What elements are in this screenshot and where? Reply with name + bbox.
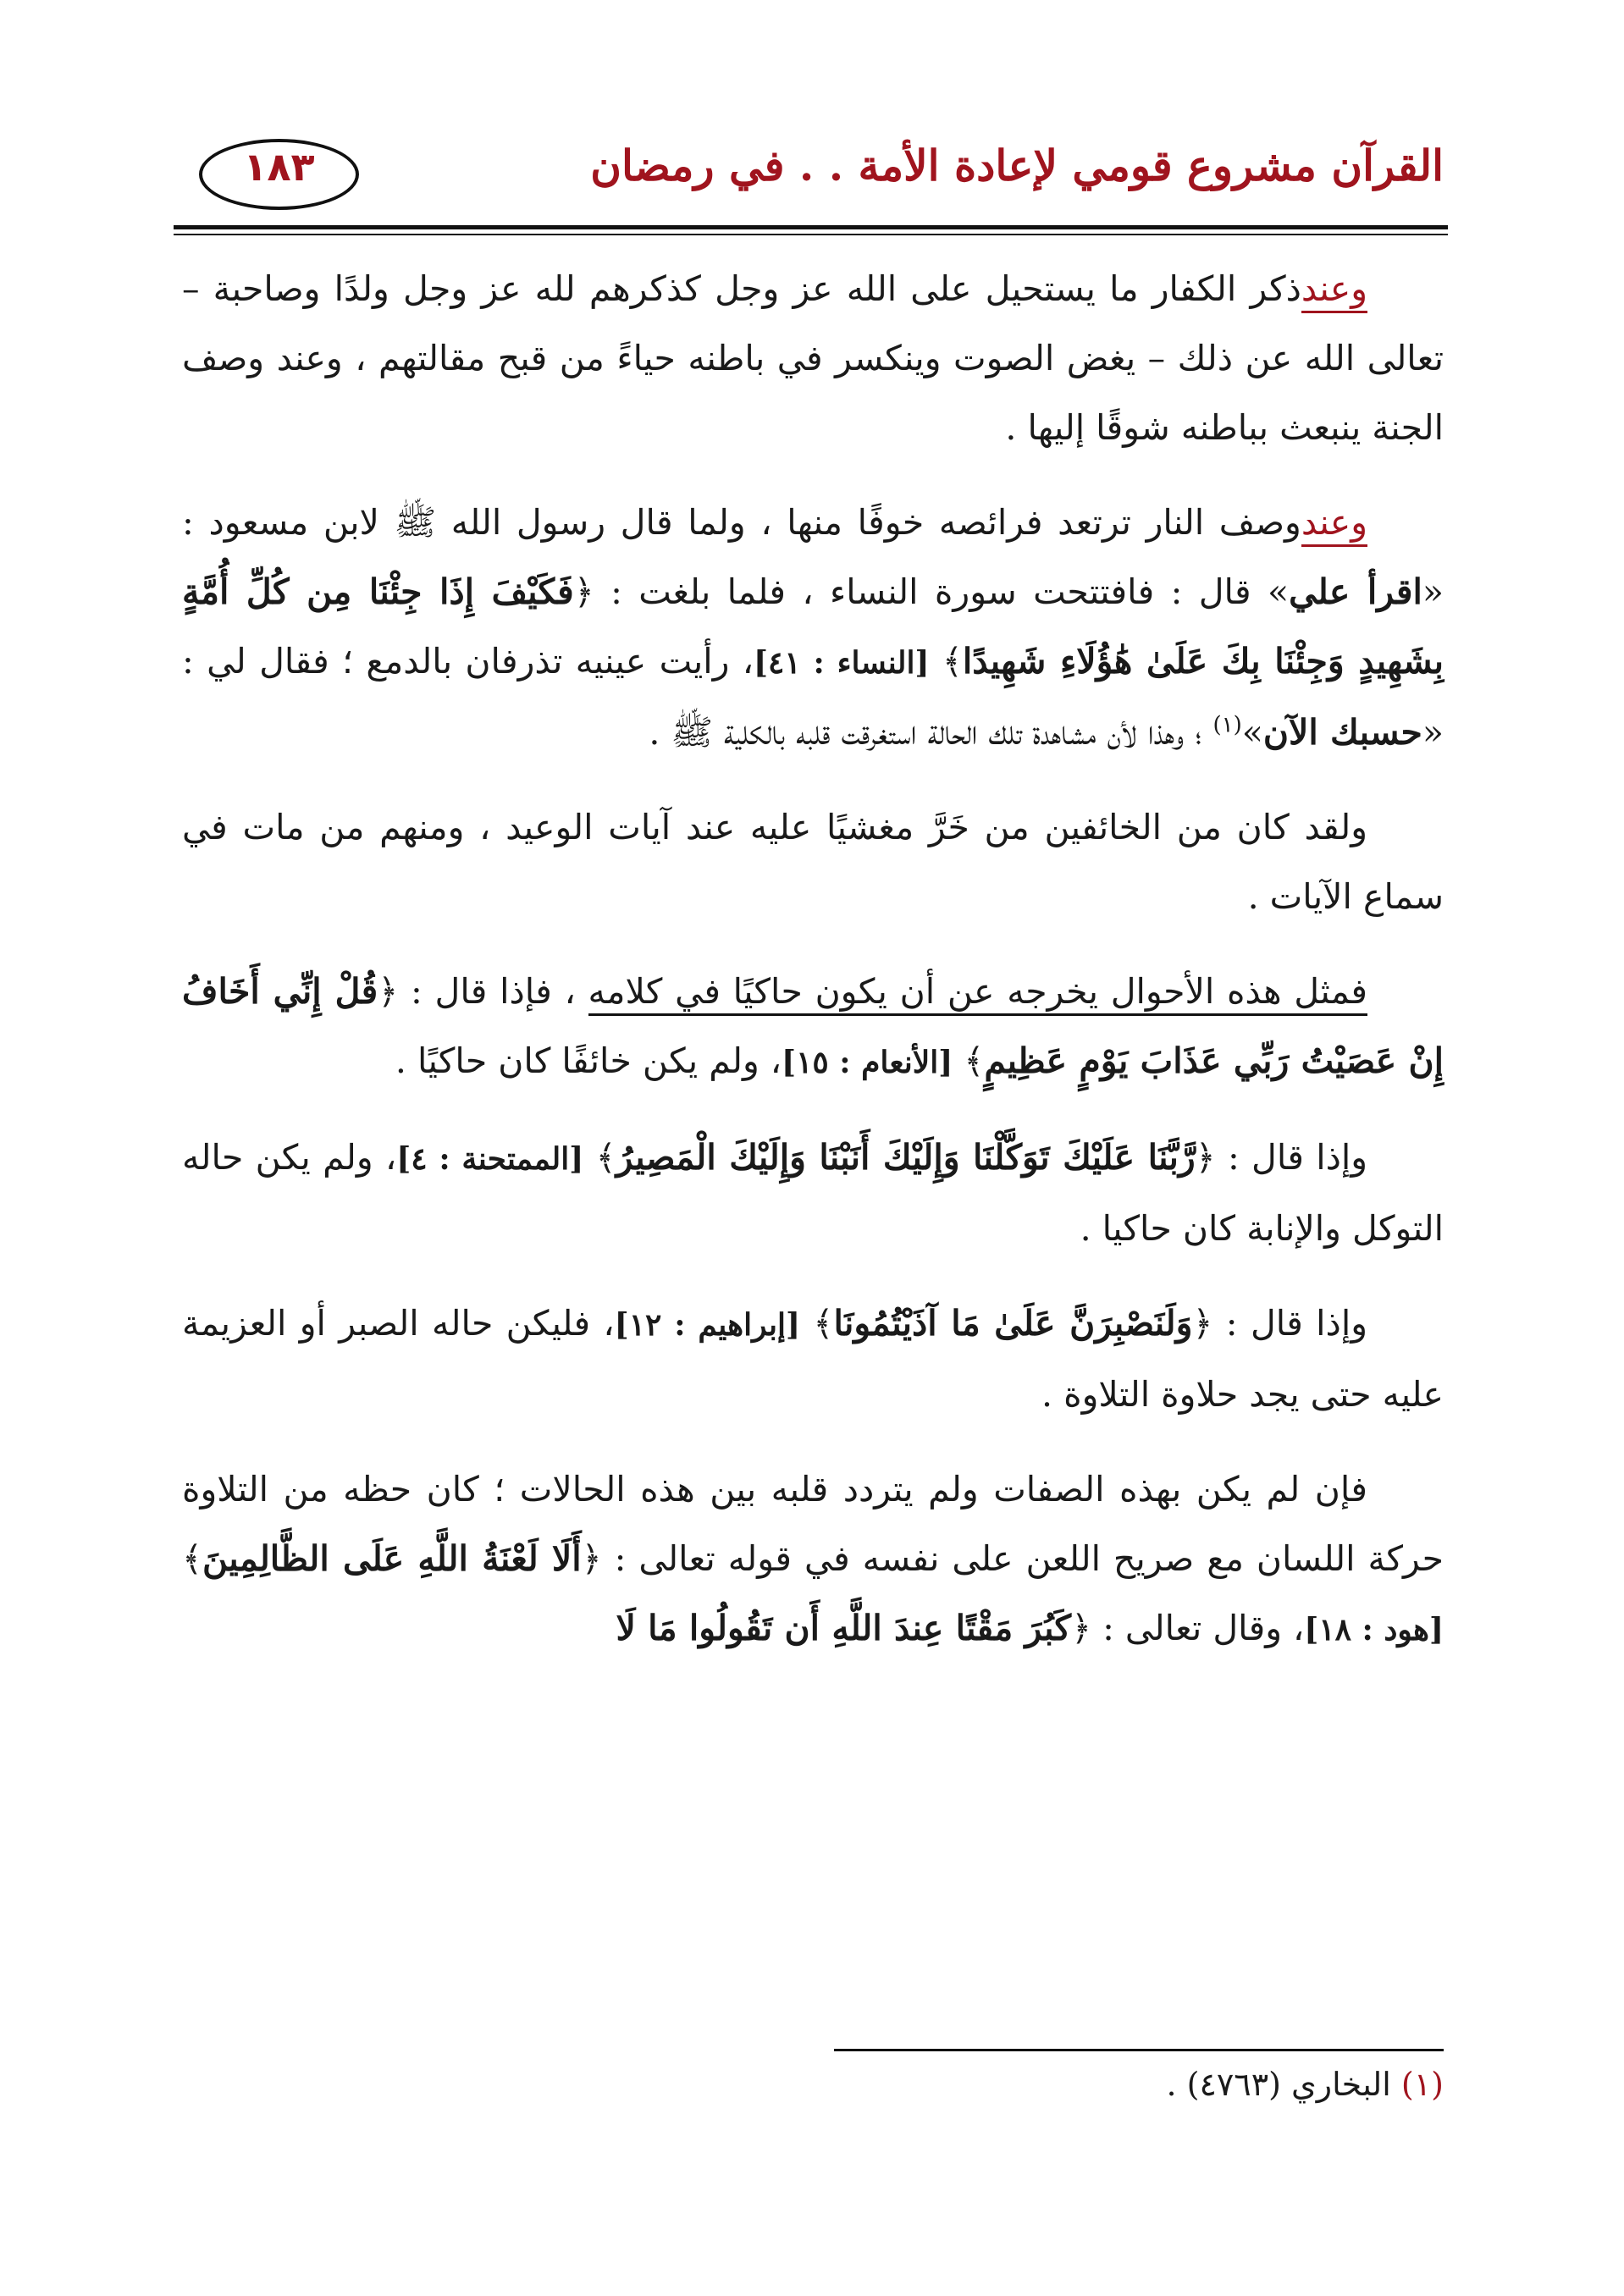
quran-verse: رَّبَّنَا عَلَيْكَ تَوَكَّلْنَا وَإِلَيْكَ أَنَبْنَا وَإِلَيْكَ الْمَصِيرُ [616, 1137, 1196, 1178]
paragraph-lead-word: وعند [1301, 268, 1367, 313]
running-title: القرآن مشروع قومي لإعادة الأمة . . في رمضان [590, 141, 1444, 190]
paragraph-lead-word: وعند [1301, 502, 1367, 547]
quran-verse: قُلْ إِنِّي أَخَافُ إِنْ عَصَيْتُ رَبِّي عَذَابَ يَوْمٍ عَظِيمٍ [182, 971, 1444, 1081]
footnote-text: البخاري (٤٧٦٣) . [1166, 2066, 1391, 2103]
quran-verse: كَبُرَ مَقْتًا عِندَ اللَّهِ أَن تَقُولُوا مَا لَا [616, 1608, 1072, 1648]
paragraph-text: ، فليكن حاله الصبر أو العزيمة عليه حتى يجد حلاوة التلاوة . [182, 1303, 1444, 1415]
paragraph-text: ؛ وهذا لأن مشاهدة تلك الحالة استغرقت قلبه بالكلية ﷺ . [649, 712, 1213, 753]
verse-reference: [هود : ١٨] [1304, 1612, 1444, 1647]
paragraph-6 [182, 1289, 1444, 1429]
footnote-number: (١) [1400, 2066, 1444, 2103]
hadith-quote: حسبك الآن [1262, 712, 1422, 753]
verse-reference: [الممتحنة : ٤] [396, 1141, 584, 1177]
paragraph-3 [182, 792, 1444, 931]
underlined-phrase: فمثل هذه الأحوال يخرجه عن أن يكون حاكيًا في كلامه [588, 971, 1367, 1016]
paragraph-text: ، ولم يكن حاله التوكل والإنابة كان حاكيا . [182, 1137, 1444, 1249]
footnote-marker[interactable]: (١) [1212, 712, 1242, 738]
paragraph-text: » قال : فافتتحت سورة النساء ، فلما بلغت : ﴿ [573, 571, 1290, 612]
paragraph-text: ﴾ [953, 1040, 985, 1081]
paragraph-text: وإذا قال : ﴿ [1195, 1137, 1368, 1178]
quran-verse: أَلَا لَعْنَةُ اللَّهِ عَلَى الظَّالِمِينَ [202, 1538, 582, 1579]
paragraph-text: ﴾ [182, 1538, 203, 1579]
header-rule-thick [174, 225, 1448, 229]
paragraph-text: ذكر الكفار ما يستحيل على الله عز وجل كذكرهم لله عز وجل ولدًا وصاحبة – تعالى الله عن ذلك – يغض الصوت وينكسر في باطنه حياءً من قبح مقالتهم ، وعند وصف الجنة ينبعث بباطنه شوقًا إليها . [182, 268, 1444, 448]
paragraph-text: ، وقال تعالى : ﴿ [1071, 1608, 1305, 1648]
paragraph-text: فإن لم يكن بهذه الصفات ولم يتردد قلبه بين هذه الحالات ؛ كان حظه من التلاوة حركة اللسان مع صريح اللعن على نفسه في قوله تعالى : ﴿ [182, 1469, 1444, 1579]
paragraph-4 [182, 957, 1444, 1097]
paragraph-text: ولقد كان من الخائفين من خَرَّ مغشيًا عليه عند آيات الوعيد ، ومنهم من مات في سماع الآيات . [182, 807, 1444, 917]
footnote-rule [834, 2049, 1444, 2051]
verse-reference: [الأنعام : ١٥] [782, 1045, 953, 1080]
verse-reference: [النساء : ٤١] [753, 645, 930, 681]
page-number-badge [199, 139, 356, 207]
paragraph-5 [182, 1123, 1444, 1263]
paragraph-text: » [1241, 712, 1263, 753]
header-rule-thin [174, 234, 1448, 235]
paragraph-2 [182, 488, 1444, 767]
page-number: ١٨٣ [243, 144, 315, 190]
paragraph-7 [182, 1454, 1444, 1664]
paragraph-1 [182, 254, 1444, 462]
paragraph-text: ، فإذا قال : ﴿ [378, 971, 588, 1012]
paragraph-text: وإذا قال : ﴿ [1192, 1303, 1368, 1344]
page-body [182, 254, 1444, 1690]
footnote [1166, 2066, 1444, 2103]
quran-verse: وَلَنَصْبِرَنَّ عَلَىٰ مَا آذَيْتُمُونَا [833, 1303, 1193, 1344]
verse-reference: [إبراهيم : ١٢] [614, 1307, 801, 1343]
paragraph-text: ﴾ [929, 641, 963, 682]
paragraph-text: ، رأيت عينيه تذرفان بالدمع ؛ فقال لي : « [182, 641, 1444, 753]
paragraph-text: ، ولم يكن خائفًا كان حاكيًا . [395, 1040, 782, 1081]
paragraph-text: ﴾ [583, 1137, 616, 1178]
paragraph-text: ﴾ [800, 1303, 834, 1344]
paragraph-text: وصف النار ترتعد فرائصه خوفًا منها ، ولما قال رسول الله ﷺ لابن مسعود : « [182, 502, 1444, 612]
page-header [174, 127, 1444, 220]
hadith-quote: اقرأ علي [1289, 571, 1422, 612]
quran-verse: فَكَيْفَ إِذَا جِئْنَا مِن كُلِّ أُمَّةٍ بِشَهِيدٍ وَجِئْنَا بِكَ عَلَىٰ هَٰؤُلَاءِ شَهِيدًا [182, 571, 1444, 682]
